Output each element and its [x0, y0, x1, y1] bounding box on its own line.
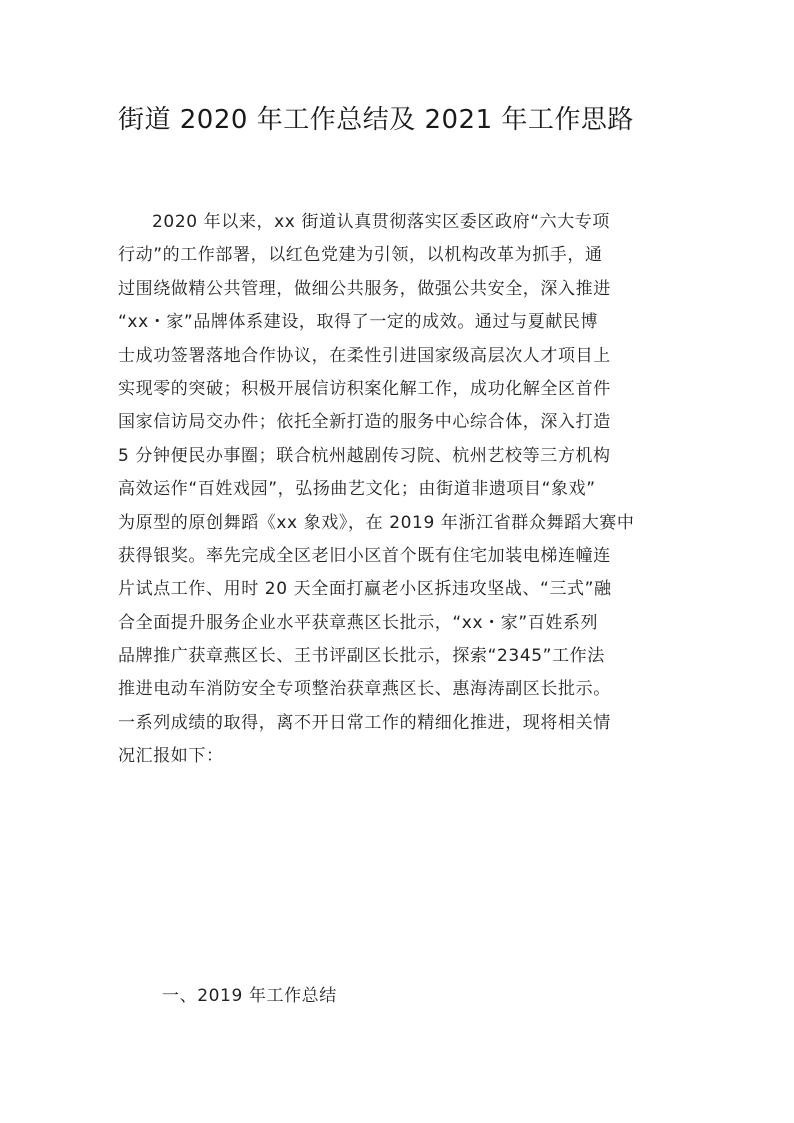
paragraph-line: 片试点工作、用时 20 天全面打赢老小区拆违攻坚战、“三式”融: [118, 579, 612, 600]
paragraph-line: 推进电动车消防安全专项整治获章燕区长、惠海涛副区长批示。: [118, 679, 611, 700]
paragraph-line: 一系列成绩的取得，离不开日常工作的精细化推进，现将相关情: [118, 712, 611, 733]
paragraph-line: 品牌推广获章燕区长、王书评副区长批示，探索“2345”工作法: [118, 646, 605, 667]
paragraph-line: 高效运作“百姓戏园”，弘扬曲艺文化；由街道非遗项目“象戏”: [118, 479, 596, 500]
paragraph-line: 过围绕做精公共管理，做细公共服务，做强公共安全，深入推进: [118, 278, 611, 299]
paragraph-line: 合全面提升服务企业水平获章燕区长批示，“xx・家”百姓系列: [118, 612, 599, 633]
paragraph-line: 2020 年以来，xx 街道认真贯彻落实区委区政府“六大专项: [152, 212, 610, 232]
paragraph-line: 况汇报如下：: [118, 746, 224, 767]
document-title: 街道 2020 年工作总结及 2021 年工作思路: [118, 105, 634, 135]
paragraph-line: 士成功签署落地合作协议，在柔性引进国家级高层次人才项目上: [118, 345, 611, 366]
section-heading: 一、2019 年工作总结: [162, 986, 337, 1006]
intro-paragraph: [118, 206, 688, 774]
paragraph-line: “xx・家”品牌体系建设，取得了一定的成效。通过与夏献民博: [118, 312, 599, 333]
paragraph-line: 行动”的工作部署，以红色党建为引领，以机构改革为抓手，通: [118, 245, 603, 266]
paragraph-line: 实现零的突破；积极开展信访积案化解工作，成功化解全区首件: [118, 378, 611, 399]
paragraph-line: 为原型的原创舞蹈《xx 象戏》，在 2019 年浙江省群众舞蹈大赛中: [118, 512, 635, 533]
paragraph-line: 获得银奖。率先完成全区老旧小区首个既有住宅加装电梯连幢连: [118, 545, 611, 566]
paragraph-line: 5 分钟便民办事圈；联合杭州越剧传习院、杭州艺校等三方机构: [118, 445, 611, 466]
paragraph-line: 国家信访局交办件；依托全新打造的服务中心综合体，深入打造: [118, 412, 611, 433]
